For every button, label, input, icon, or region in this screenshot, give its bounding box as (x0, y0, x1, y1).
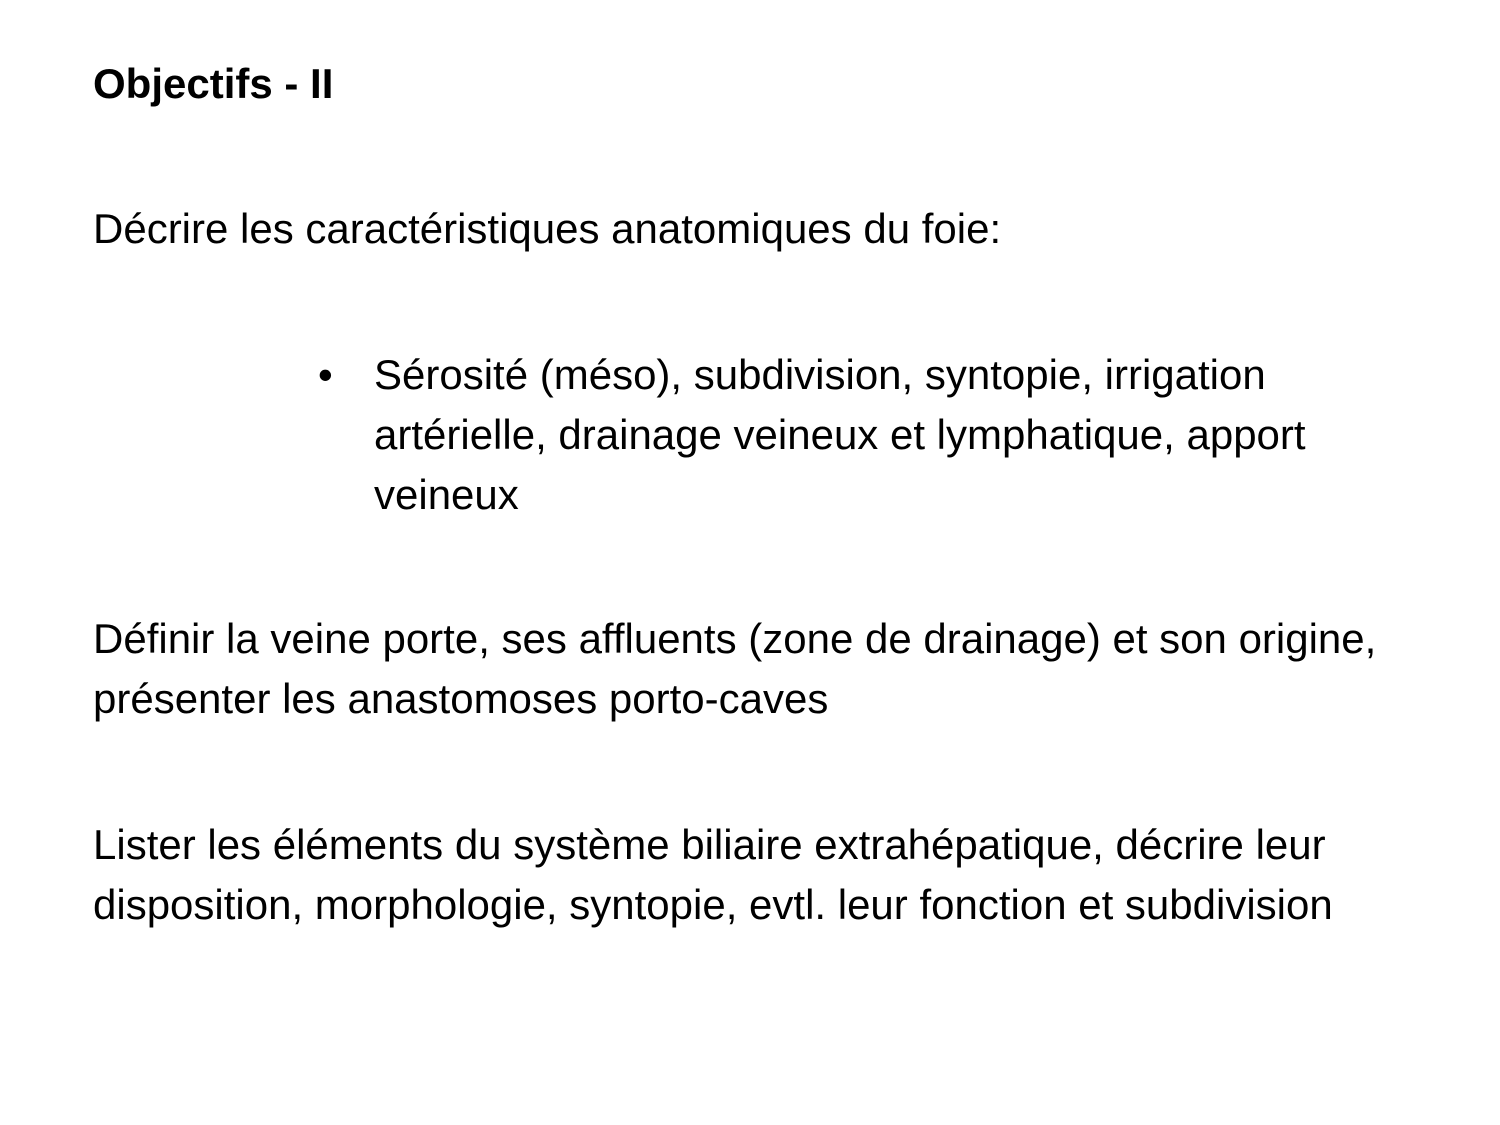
objective-biliary-system-text: Lister les éléments du système biliaire extrahépatique, décrire leur disposition, morphologie, syntopie, evtl. leur fonction et subdivision (93, 821, 1333, 928)
bullet-item (318, 345, 1318, 525)
slide-title: Objectifs - II (93, 60, 334, 107)
objective-liver-text: Décrire les caractéristiques anatomiques du foie: (93, 205, 1002, 252)
bullet-icon: • (318, 351, 333, 398)
bullet-text: Sérosité (méso), subdivision, syntopie, irrigation artérielle, drainage veineux et lymphatique, apport veineux (374, 351, 1306, 518)
objective-portal-vein-text: Définir la veine porte, ses affluents (zone de drainage) et son origine, présenter les anastomoses porto-caves (93, 615, 1377, 722)
